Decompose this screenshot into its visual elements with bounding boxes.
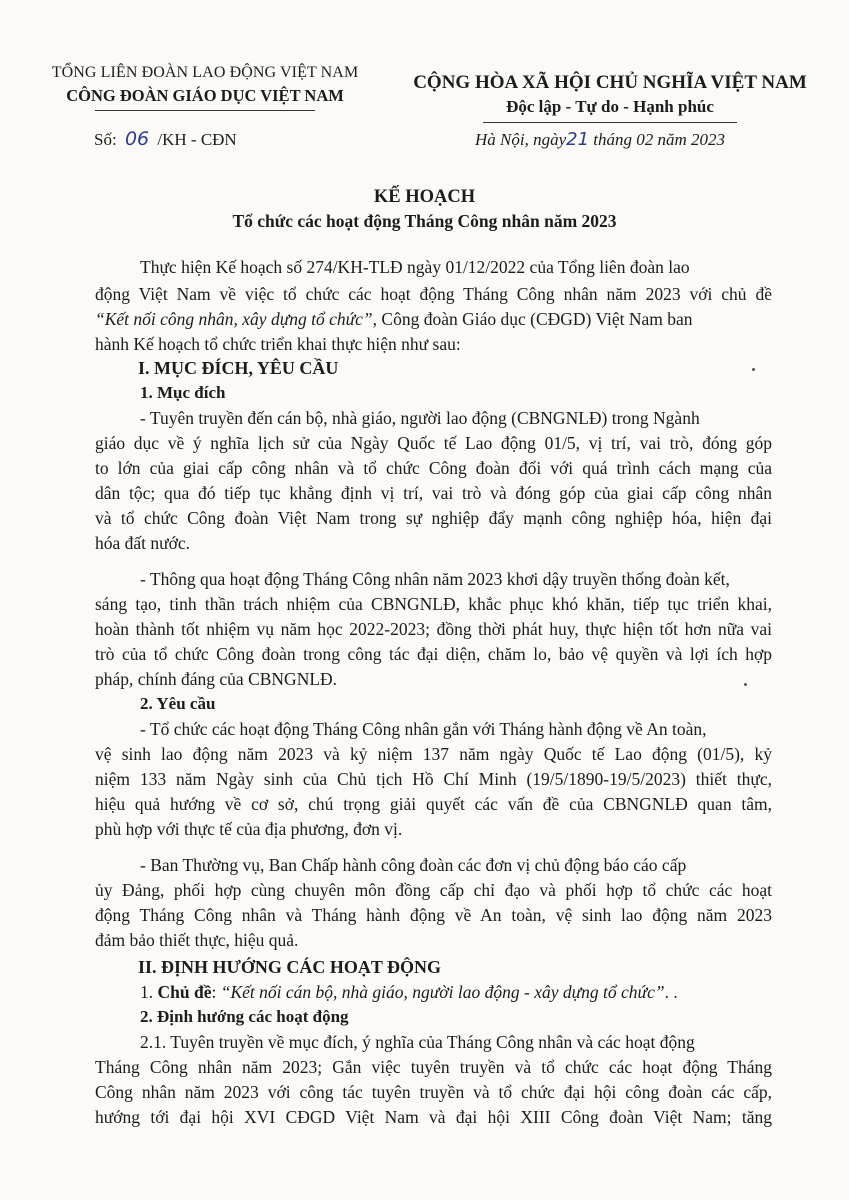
body-line: hóa đất nước. bbox=[95, 533, 191, 553]
subsection-heading: 1. Mục đích bbox=[140, 383, 226, 402]
body-line: vệ sinh lao động năm 2023 và kỷ niệm 137 năm ngày Quốc tế Lao động (01/5), kỷ bbox=[95, 744, 772, 764]
body-line: động Tháng Công nhân và Tháng hành động về An toàn, vệ sinh lao động năm 2023 bbox=[95, 905, 772, 925]
scan-speck bbox=[752, 368, 755, 371]
motto: Độc lập - Tự do - Hạnh phúc bbox=[506, 97, 714, 116]
theme-quote: “Kết nối cán bộ, nhà giáo, người lao động - xây dựng tổ chức” bbox=[220, 982, 665, 1002]
body-line: - Ban Thường vụ, Ban Chấp hành công đoàn các đơn vị chủ động báo cáo cấp bbox=[140, 855, 687, 875]
doc-number-prefix: Số: bbox=[94, 130, 117, 149]
doc-date bbox=[475, 129, 725, 150]
theme-quote: “Kết nối công nhân, xây dựng tổ chức” bbox=[95, 309, 373, 329]
body-text: , Công đoàn Giáo dục (CĐGD) Việt Nam ban bbox=[372, 309, 693, 329]
motto-underline bbox=[483, 122, 737, 123]
body-line: hướng tới đại hội XVI CĐGD Việt Nam và đại hội XIII Công đoàn Việt Nam; tăng bbox=[95, 1107, 772, 1127]
body-line: niệm 133 năm Ngày sinh của Chủ tịch Hồ Chí Minh (19/5/1890-19/5/2023) thiết thực, bbox=[95, 769, 772, 789]
body-line: Thực hiện Kế hoạch số 274/KH-TLĐ ngày 01/12/2022 của Tổng liên đoàn lao bbox=[140, 257, 690, 277]
body-line: pháp, chính đáng của CBNGNLĐ. bbox=[95, 669, 338, 689]
date-prefix: Hà Nội, ngày bbox=[475, 130, 567, 149]
body-line: to lớn của giai cấp công nhân và tổ chức Công đoàn đối với quá trình cách mạng của bbox=[95, 458, 772, 478]
body-line: trò của tổ chức Công đoàn trong công tác đại diện, chăm lo, bảo vệ quyền và lợi ích hợp bbox=[95, 644, 772, 664]
body-line: - Thông qua hoạt động Tháng Công nhân năm 2023 khơi dậy truyền thống đoàn kết, bbox=[140, 569, 730, 589]
body-line: ủy Đảng, phối hợp cùng chuyên môn đồng cấp chỉ đạo và phối hợp tổ chức các hoạt bbox=[95, 880, 772, 900]
nation-title: CỘNG HÒA XÃ HỘI CHỦ NGHĨA VIỆT NAM bbox=[413, 72, 807, 93]
trailing-dots: . . bbox=[664, 982, 678, 1002]
body-line: 2.1. Tuyên truyền về mục đích, ý nghĩa của Tháng Công nhân và các hoạt động bbox=[140, 1032, 695, 1052]
body-line: Tháng Công nhân năm 2023; Gắn việc tuyên truyền và tổ chức các hoạt động Tháng bbox=[95, 1057, 772, 1077]
theme-label: Chủ đề bbox=[157, 982, 212, 1002]
body-line: giáo dục về ý nghĩa lịch sử của Ngày Quốc tế Lao động 01/5, vị trí, vai trò, đóng góp bbox=[95, 433, 772, 453]
body-line: - Tuyên truyền đến cán bộ, nhà giáo, người lao động (CBNGNLĐ) trong Ngành bbox=[140, 408, 700, 428]
body-line bbox=[95, 307, 772, 332]
doc-number-handwritten: 06 bbox=[124, 128, 150, 150]
doc-title: KẾ HOẠCH bbox=[373, 187, 476, 207]
body-line: hiệu quả hướng về cơ sở, chú trọng giải quyết các vấn đề của CBNGNLĐ quan tâm, bbox=[95, 794, 772, 814]
body-line: đảm bảo thiết thực, hiệu quả. bbox=[95, 930, 299, 950]
doc-number-suffix: /KH - CĐN bbox=[157, 130, 237, 149]
item-number: 1. bbox=[140, 982, 158, 1002]
date-suffix: tháng 02 năm 2023 bbox=[593, 130, 726, 149]
body-line: Công nhân năm 2023 với công tác tuyên truyền và tổ chức đại hội công đoàn các cấp, bbox=[95, 1082, 772, 1102]
body-line: hành Kế hoạch tổ chức triển khai thực hiện như sau: bbox=[95, 334, 461, 354]
doc-number bbox=[94, 128, 237, 150]
org-underline bbox=[95, 110, 315, 111]
doc-subtitle: Tổ chức các hoạt động Tháng Công nhân năm 2023 bbox=[232, 211, 617, 231]
section-heading-2: II. ĐỊNH HƯỚNG CÁC HOẠT ĐỘNG bbox=[138, 957, 442, 977]
body-line: và tổ chức Công đoàn Việt Nam trong sự nghiệp đẩy mạnh công nghiệp hóa, hiện đại bbox=[95, 508, 772, 528]
body-line: - Tổ chức các hoạt động Tháng Công nhân gắn với Tháng hành động về An toàn, bbox=[140, 719, 707, 739]
body-line: sáng tạo, tinh thần trách nhiệm của CBNGNLĐ, khắc phục khó khăn, tiếp tục triển khai, bbox=[95, 594, 772, 614]
body-line: dân tộc; qua đó tiếp tục khẳng định vị trí, vai trò và đóng góp của giai cấp công nhân bbox=[95, 483, 772, 503]
body-line: hoàn thành tốt nhiệm vụ năm học 2022-2023; đồng thời phát huy, thực hiện tốt hơn nữa vai bbox=[95, 619, 772, 639]
date-day-handwritten: 21 bbox=[566, 129, 590, 150]
body-line: động Việt Nam về việc tổ chức các hoạt động Tháng Công nhân năm 2023 với chủ đề bbox=[95, 284, 772, 304]
colon: : bbox=[211, 982, 221, 1002]
scan-speck bbox=[744, 683, 747, 686]
org-parent: TỔNG LIÊN ĐOÀN LAO ĐỘNG VIỆT NAM bbox=[51, 64, 359, 81]
subsection-heading: 2. Yêu cầu bbox=[140, 694, 216, 713]
theme-line bbox=[140, 980, 817, 1005]
body-line: phù hợp với thực tế của địa phương, đơn vị. bbox=[95, 819, 403, 839]
org-name: CÔNG ĐOÀN GIÁO DỤC VIỆT NAM bbox=[66, 86, 344, 105]
section-heading-1: I. MỤC ĐÍCH, YÊU CẦU bbox=[138, 358, 339, 378]
subsection-heading: 2. Định hướng các hoạt động bbox=[140, 1007, 349, 1026]
